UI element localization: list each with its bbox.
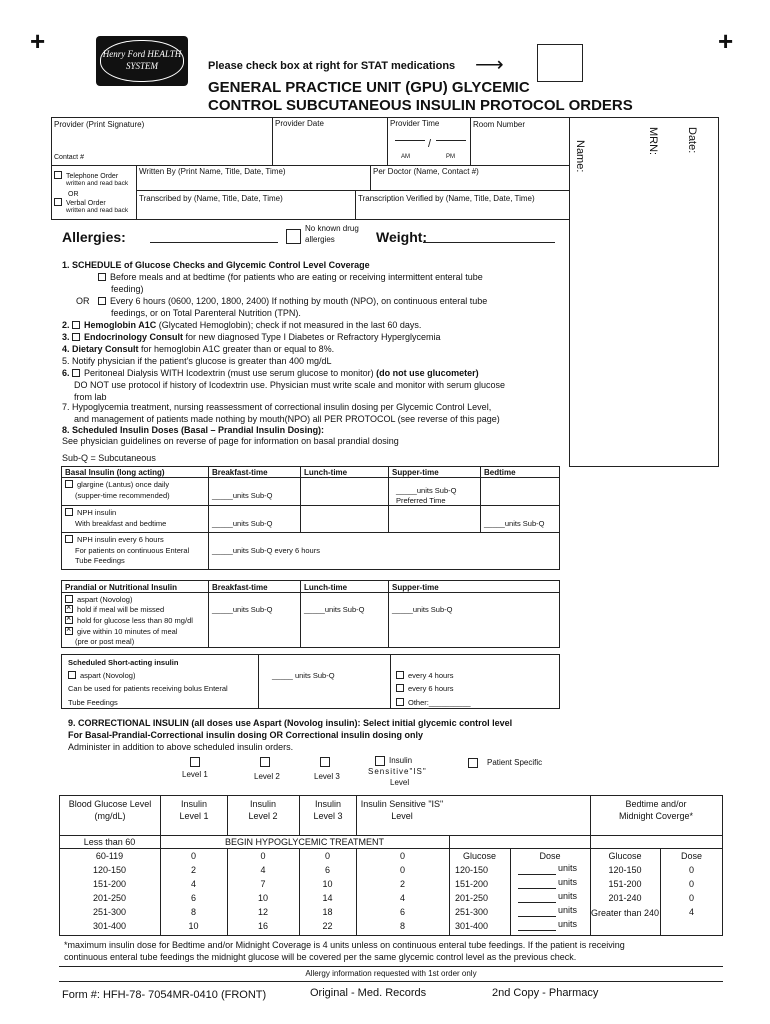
original-copy: Original - Med. Records — [310, 987, 427, 999]
bg-row-lt60: Less than 60 — [83, 837, 136, 847]
order-6-cont2: from lab — [74, 392, 107, 402]
order-6-num: 6. — [62, 368, 70, 378]
bed-glucose-header: Glucose — [608, 851, 642, 861]
prandial-aspart-text: aspart (Novolog) — [77, 595, 133, 604]
table-cell: 0 — [324, 851, 330, 861]
order-1a-text: Before meals and at bedtime (for patients who are eating or receiving intermittent enteral tube — [110, 272, 483, 282]
provider-block — [51, 117, 570, 220]
nph-option[interactable] — [65, 508, 116, 517]
verbal-readback: written and read back — [66, 207, 129, 214]
order-6-cont1: DO NOT use protocol if history of Icodextrin use. Physician must write scale and monitor with serum glucose — [74, 380, 506, 390]
bedtime-dose: 0 — [688, 865, 694, 875]
basal-header: Basal Insulin (long acting) — [65, 468, 165, 477]
level-2-checkbox[interactable] — [260, 757, 270, 767]
second-copy: 2nd Copy - Pharmacy — [492, 987, 599, 999]
level2-header: Insulin Level 2 — [248, 799, 278, 821]
provider-signature-label: Provider (Print Signature) — [54, 120, 145, 129]
order-1b-cont: feedings, or on Total Parenteral Nutrition (TPN). — [111, 308, 301, 318]
table-cell: 16 — [257, 921, 268, 931]
table-cell: 2 — [190, 865, 196, 875]
stat-checkbox[interactable] — [537, 44, 583, 82]
correctional-subheading: For Basal-Prandial-Correctional insulin dosing OR Correctional insulin dosing only — [68, 730, 424, 740]
correctional-heading: 9. CORRECTIONAL INSULIN (all doses use Aspart (Novolog insulin): Select initial glycemic control level — [68, 718, 513, 728]
prandial-supper-units[interactable]: _____units Sub-Q — [392, 605, 453, 614]
table-cell: 251-300 — [92, 907, 127, 917]
nph-bedtime-units[interactable]: _____units Sub-Q — [484, 519, 545, 528]
nph-breakfast-units[interactable]: _____units Sub-Q — [212, 519, 273, 528]
short-units[interactable]: _____ units Sub-Q — [272, 671, 335, 680]
weight-label: Weight: — [376, 229, 428, 245]
hold-if-missed-text: hold if meal will be missed — [77, 605, 165, 614]
table-cell: 12 — [257, 907, 268, 917]
short-aspart-option[interactable] — [68, 671, 135, 680]
bedtime-glucose: 151-200 — [608, 879, 642, 889]
table-cell: 0 — [190, 851, 196, 861]
level-1-label: Level 1 — [182, 770, 208, 779]
dose-field[interactable] — [518, 888, 556, 889]
basal-breakfast-header: Breakfast-time — [212, 468, 268, 477]
transcribed-by-label: Transcribed by (Name, Title, Date, Time) — [139, 194, 283, 203]
glucose-header: Glucose — [462, 851, 497, 861]
every-4-hours-text: every 4 hours — [408, 671, 454, 680]
order-4 — [62, 344, 334, 354]
every-4-hours-option[interactable] — [396, 671, 453, 680]
short-note2: Tube Feedings — [68, 698, 118, 707]
prandial-header: Prandial or Nutritional Insulin — [65, 583, 178, 592]
correctional-note: Administer in addition to above scheduled insulin orders. — [68, 742, 294, 752]
prandial-lunch-units[interactable]: _____units Sub-Q — [304, 605, 365, 614]
order-1b[interactable] — [98, 296, 487, 306]
order-3-num: 3. — [62, 332, 70, 342]
room-number-label: Room Number — [473, 120, 526, 129]
order-2[interactable] — [62, 320, 421, 330]
nph-text: NPH insulin — [77, 508, 117, 517]
bedtime-glucose: 201-240 — [608, 893, 642, 903]
basal-bedtime-header: Bedtime — [484, 468, 516, 477]
mrn-label: MRN: — [647, 127, 659, 156]
henry-ford-logo — [96, 36, 188, 86]
is-level-label: Level — [390, 778, 410, 787]
dose-units-label: units — [558, 863, 578, 873]
table-cell: 151-200 — [92, 879, 127, 889]
short-acting-title: Scheduled Short-acting insulin — [68, 658, 179, 667]
nph-note: With breakfast and bedtime — [75, 519, 167, 528]
level3-header: Insulin Level 3 — [313, 799, 343, 821]
form-title-line2: CONTROL SUBCUTANEOUS INSULIN PROTOCOL ORDERS — [208, 97, 633, 114]
give-within-option[interactable] — [65, 627, 177, 636]
table-cell: 7 — [260, 879, 266, 889]
verified-by-label: Transcription Verified by (Name, Title, Date, Time) — [358, 194, 535, 203]
order-2-num: 2. — [62, 320, 70, 330]
written-by-label: Written By (Print Name, Title, Date, Time) — [139, 167, 286, 176]
table-cell: 22 — [322, 921, 333, 931]
order-3-text: for new diagnosed Type I Diabetes or Refractory Hyperglycemia — [185, 332, 441, 342]
level1-header: Insulin Level 1 — [179, 799, 209, 821]
dose-glucose-range: 301-400 — [455, 921, 489, 931]
glargine-option[interactable] — [65, 480, 169, 489]
bedtime-dose: 0 — [688, 893, 694, 903]
form-number: Form #: HFH-78- 7054MR-0410 (FRONT) — [62, 989, 267, 1001]
table-cell: 10 — [322, 879, 333, 889]
allergy-note: Allergy information requested with 1st order only — [305, 969, 477, 978]
table-cell: 0 — [399, 851, 405, 861]
order-7: 7. Hypoglycemia treatment, nursing reassessment of correctional insulin dosing per Glycemic Control Level, — [62, 402, 492, 412]
hold-glucose-text: hold for glucose less than 80 mg/dl — [77, 616, 193, 625]
order-6-text: Peritoneal Dialysis WITH Icodextrin (must use serum glucose to monitor) — [84, 368, 374, 378]
order-2-text: (Glycated Hemoglobin); check if not measured in the last 60 days. — [158, 320, 422, 330]
order-5: 5. Notify physician if the patient’s glucose is greater than 400 mg/dL — [62, 356, 332, 366]
glargine-text: glargine (Lantus) once daily — [77, 480, 170, 489]
order-6-bold: (do not use glucometer) — [376, 368, 479, 378]
glargine-supper-units[interactable]: _____units Sub-Q — [396, 486, 457, 495]
level-3-checkbox[interactable] — [320, 757, 330, 767]
bed-dose-header: Dose — [680, 851, 702, 861]
bg-header: Blood Glucose Level (mg/dL) — [68, 799, 152, 821]
order-3-title: Endocrinology Consult — [84, 332, 184, 342]
table-cell: 18 — [322, 907, 333, 917]
order-1-or: OR — [76, 296, 90, 306]
is-header: Insulin Sensitive "IS" Level — [360, 799, 444, 821]
order-4-text: for hemoglobin A1C greater than or equal to 8%. — [141, 344, 335, 354]
registration-mark: + — [30, 26, 46, 56]
dose-glucose-range: 201-250 — [455, 893, 489, 903]
short-note1: Can be used for patients receiving bolus Enteral — [68, 684, 228, 693]
verbal-order-option[interactable] — [54, 198, 106, 207]
other-option[interactable] — [396, 698, 471, 707]
table-cell: 0 — [399, 865, 405, 875]
table-cell: 6 — [399, 907, 405, 917]
footnote-1: *maximum insulin dose for Bedtime and/or Midnight Coverage is 4 units unless on continuous enteral tube feedings. If the patient is receiving — [64, 940, 625, 950]
am-label: AM — [401, 154, 410, 160]
table-cell: 2 — [399, 879, 405, 889]
pre-post-meal: (pre or post meal) — [75, 637, 135, 646]
table-cell: 10 — [257, 893, 268, 903]
date-label: Date: — [686, 127, 698, 154]
bedtime-glucose: 120-150 — [608, 865, 642, 875]
other-text: Other:__________ — [408, 698, 471, 707]
level-1-checkbox[interactable] — [190, 757, 200, 767]
order-4-title: 4. Dietary Consult — [62, 344, 139, 354]
nkda-label-1: No known drug — [305, 224, 359, 233]
telephone-order-option[interactable] — [54, 171, 118, 180]
prandial-breakfast-header: Breakfast-time — [212, 583, 268, 592]
dose-glucose-range: 151-200 — [455, 879, 489, 889]
bedtime-glucose: Greater than 240 — [590, 908, 660, 918]
nph-q6-units[interactable]: _____units Sub-Q every 6 hours — [212, 546, 320, 555]
prandial-supper-header: Supper-time — [392, 583, 439, 592]
telephone-order-label: Telephone Order — [66, 173, 119, 180]
table-cell: 120-150 — [92, 865, 127, 875]
contact-label: Contact # — [54, 154, 84, 161]
hypo-treatment: BEGIN HYPOGLYCEMIC TREATMENT — [224, 837, 385, 847]
table-cell: 10 — [188, 921, 199, 931]
every-6-hours-option[interactable] — [396, 684, 453, 693]
or-label: OR — [68, 191, 79, 198]
preferred-time-label: Preferred Time — [396, 496, 446, 505]
order-1-heading: 1. SCHEDULE of Glucose Checks and Glycemic Control Level Coverage — [62, 260, 370, 270]
is-sensitive-label: Sensitive"IS" — [368, 767, 427, 776]
allergies-label: Allergies: — [62, 229, 126, 245]
dose-glucose-range: 120-150 — [455, 865, 489, 875]
order-2-title: Hemoglobin A1C — [84, 320, 157, 330]
nph-q6-note2: Tube Feedings — [75, 556, 125, 565]
allergies-field[interactable] — [150, 242, 278, 243]
patient-specific-label: Patient Specific — [487, 758, 543, 767]
short-aspart-text: aspart (Novolog) — [80, 671, 136, 680]
order-1a-cont: feeding) — [111, 284, 144, 294]
arrow-right-icon: ⟶ — [475, 54, 504, 76]
table-cell: 4 — [399, 893, 405, 903]
table-cell: 4 — [260, 865, 266, 875]
glargine-note: (supper-time recommended) — [75, 491, 170, 500]
table-cell: 14 — [322, 893, 333, 903]
weight-field[interactable] — [423, 242, 555, 243]
dose-units-label: units — [558, 877, 578, 887]
dose-units-label: units — [558, 891, 578, 901]
every-6-hours-text: every 6 hours — [408, 684, 454, 693]
level-is-checkbox[interactable] — [375, 756, 385, 766]
order-8-cont: See physician guidelines on reverse of page for information on basal prandial dosing — [62, 436, 399, 446]
table-cell: 60-119 — [95, 851, 124, 861]
bedtime-dose: 4 — [688, 907, 694, 917]
dose-header: Dose — [539, 851, 561, 861]
nkda-label-2: allergies — [305, 235, 335, 244]
prandial-breakfast-units[interactable]: _____units Sub-Q — [212, 605, 273, 614]
dose-field[interactable] — [518, 874, 556, 875]
basal-lunch-header: Lunch-time — [304, 468, 348, 477]
dose-units-label: units — [558, 919, 578, 929]
prandial-lunch-header: Lunch-time — [304, 583, 348, 592]
form-title-line1: GENERAL PRACTICE UNIT (GPU) GLYCEMIC — [208, 79, 530, 96]
pm-label: PM — [446, 154, 455, 160]
footnote-2: continuous enteral tube feedings the midnight glucose will be covered per the same glycemic control level as the previous check. — [64, 952, 577, 962]
nph-q6-note1: For patients on continuous Enteral — [75, 546, 190, 555]
patient-label-area — [569, 117, 719, 467]
subq-definition: Sub-Q = Subcutaneous — [62, 453, 156, 463]
patient-specific-checkbox[interactable] — [468, 758, 478, 768]
tel-readback: written and read back — [66, 180, 129, 187]
dose-glucose-range: 251-300 — [455, 907, 489, 917]
give-within-text: give within 10 minutes of meal — [77, 627, 178, 636]
logo-text: Henry Ford HEALTH SYSTEM — [102, 49, 182, 71]
table-cell: 6 — [324, 865, 330, 875]
provider-date-label: Provider Date — [275, 119, 324, 128]
table-cell: 6 — [190, 893, 196, 903]
nph-q6-text: NPH insulin every 6 hours — [77, 535, 164, 544]
dose-field[interactable] — [518, 902, 556, 903]
prandial-aspart-option[interactable] — [65, 595, 132, 604]
glargine-breakfast-units[interactable]: _____units Sub-Q — [212, 491, 273, 500]
order-8: 8. Scheduled Insulin Doses (Basal – Prandial Insulin Dosing): — [62, 425, 325, 435]
is-insulin-label: Insulin — [389, 756, 413, 765]
order-1b-text: Every 6 hours (0600, 1200, 1800, 2400) If nothing by mouth (NPO), on continuous enteral tube — [110, 296, 488, 306]
dose-field[interactable] — [518, 930, 556, 931]
bedtime-dose: 0 — [688, 879, 694, 889]
dose-field[interactable] — [518, 916, 556, 917]
table-cell: 4 — [190, 879, 196, 889]
table-cell: 301-400 — [92, 921, 127, 931]
bedtime-header: Bedtime and/or Midnight Coverge* — [618, 799, 694, 821]
nkda-checkbox[interactable] — [286, 229, 301, 244]
registration-mark: + — [718, 26, 734, 56]
order-7-cont: and management of patients made nothing by mouth(NPO) all PER PROTOCOL (see reverse of this page) — [74, 414, 500, 424]
provider-time-label: Provider Time — [390, 119, 440, 128]
order-1a[interactable] — [98, 272, 483, 282]
time-slash: / — [428, 138, 432, 150]
table-cell: 0 — [260, 851, 266, 861]
name-label: Name: — [574, 140, 586, 173]
per-doctor-label: Per Doctor (Name, Contact #) — [373, 167, 479, 176]
verbal-order-label: Verbal Order — [66, 200, 106, 207]
order-3[interactable] — [62, 332, 441, 342]
stat-note: Please check box at right for STAT medications — [208, 60, 456, 72]
hold-if-missed-option[interactable] — [65, 605, 164, 614]
dose-units-label: units — [558, 905, 578, 915]
hold-glucose-option[interactable] — [65, 616, 193, 625]
nph-q6-option[interactable] — [65, 535, 164, 544]
basal-supper-header: Supper-time — [392, 468, 439, 477]
level-3-label: Level 3 — [314, 772, 340, 781]
order-6[interactable] — [62, 368, 479, 378]
table-cell: 201-250 — [92, 893, 127, 903]
level-2-label: Level 2 — [254, 772, 280, 781]
table-cell: 8 — [399, 921, 405, 931]
table-cell: 8 — [190, 907, 196, 917]
